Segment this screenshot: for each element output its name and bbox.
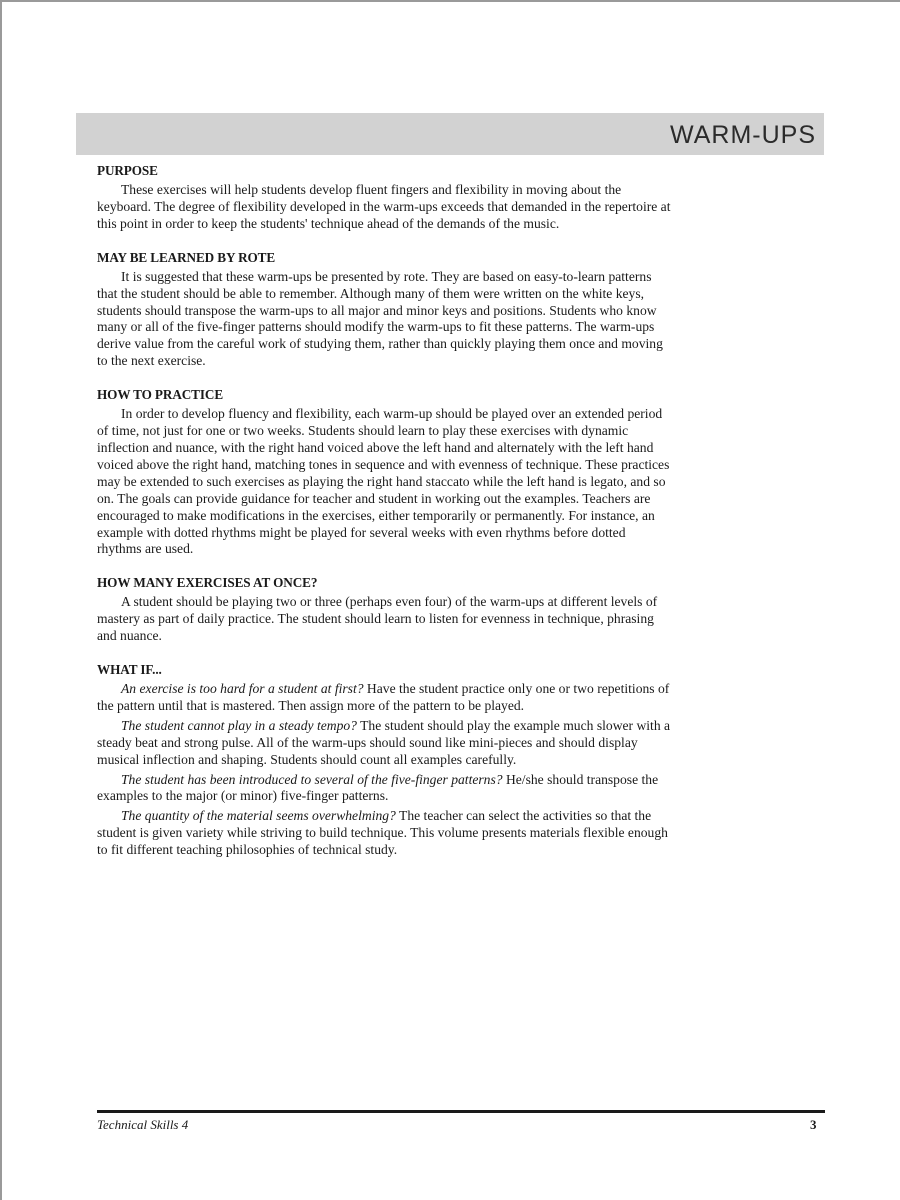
section-heading: HOW TO PRACTICE [97, 387, 224, 403]
section-heading: HOW MANY EXERCISES AT ONCE? [97, 575, 318, 591]
section-purpose [97, 163, 672, 233]
section-practice [97, 387, 672, 558]
page-title: WARM-UPS [670, 121, 816, 149]
what-if-question: The student has been introduced to several of the five-finger patterns? [121, 771, 503, 787]
section-how-many [97, 575, 672, 645]
section-heading: PURPOSE [97, 163, 158, 178]
section-what-if [97, 662, 672, 859]
section-body: In order to develop fluency and flexibility, each warm-up should be played over an extended period of time, not just for one or two weeks. Students should learn to play these exercises with dynamic inflection and nuance, with the right hand voiced above the left hand and alternately with the left hand voiced above the right hand, matching tones in sequence and with evenness of technique. These practices may be extended to such exercises as playing the right hand staccato while the left hand is legato, and so on. The goals can provide guidance for teacher and student in working out the examples. Teachers are encouraged to make modifications in the exercises, either temporarily or permanently. For instance, an example with dotted rhythms might be played for several weeks with even rhythms before dotted rhythms are used. [97, 406, 670, 557]
what-if-question: The quantity of the material seems overwhelming? [121, 808, 396, 824]
what-if-answer: He/she should transpose the examples to the major (or minor) five-finger patterns. [97, 771, 659, 804]
page-border-top [0, 0, 900, 2]
what-if-item [97, 772, 672, 806]
header-band [76, 113, 824, 155]
main-content [97, 163, 672, 876]
page-number: 3 [810, 1117, 817, 1132]
what-if-item [97, 718, 672, 769]
section-body: A student should be playing two or three (perhaps even four) of the warm-ups at different levels of mastery as part of daily practice. The student should learn to listen for evenness in technique, phrasing and nuance. [97, 594, 658, 644]
what-if-answer: The teacher can select the activities so that the student is given variety while striving to build technique. This volume presents materials flexible enough to fit different teaching philosophies of technical study. [97, 808, 668, 858]
footer-rule [97, 1110, 825, 1113]
footer-book-title: Technical Skills 4 [97, 1117, 189, 1132]
section-heading: WHAT IF... [97, 662, 162, 678]
section-heading: MAY BE LEARNED BY ROTE [97, 249, 276, 265]
section-body: It is suggested that these warm-ups be presented by rote. They are based on easy-to-learn patterns that the student should be able to remember. Although many of them were written on the white keys, students should transpose the warm-ups to all major and minor keys and positions. Students who know many or all of the five-finger patterns should modify the warm-ups to fit these patterns. The warm-ups derive value from the careful work of studying them, rather than quickly playing them once and moving to the next exercise. [97, 268, 663, 369]
what-if-answer: The student should play the example much slower with a steady beat and strong pulse. All of the warm-ups should sound like mini-pieces and should display musical inflection and shaping. Students should count all examples carefully. [97, 717, 671, 767]
what-if-item [97, 808, 672, 859]
what-if-item [97, 681, 672, 715]
section-rote [97, 250, 672, 370]
section-body: These exercises will help students develop fluent fingers and flexibility in moving about the keyboard. The degree of flexibility developed in the warm-ups exceeds that demanded in the repertoire at this point in order to keep the students' technique ahead of the demands of the music. [97, 182, 671, 231]
what-if-answer: Have the student practice only one or two repetitions of the pattern until that is mastered. Then assign more of the pattern to be played. [97, 681, 670, 713]
what-if-question: The student cannot play in a steady tempo? [121, 717, 357, 733]
page-border-left [0, 0, 2, 1200]
what-if-question: An exercise is too hard for a student at first? [121, 681, 364, 697]
